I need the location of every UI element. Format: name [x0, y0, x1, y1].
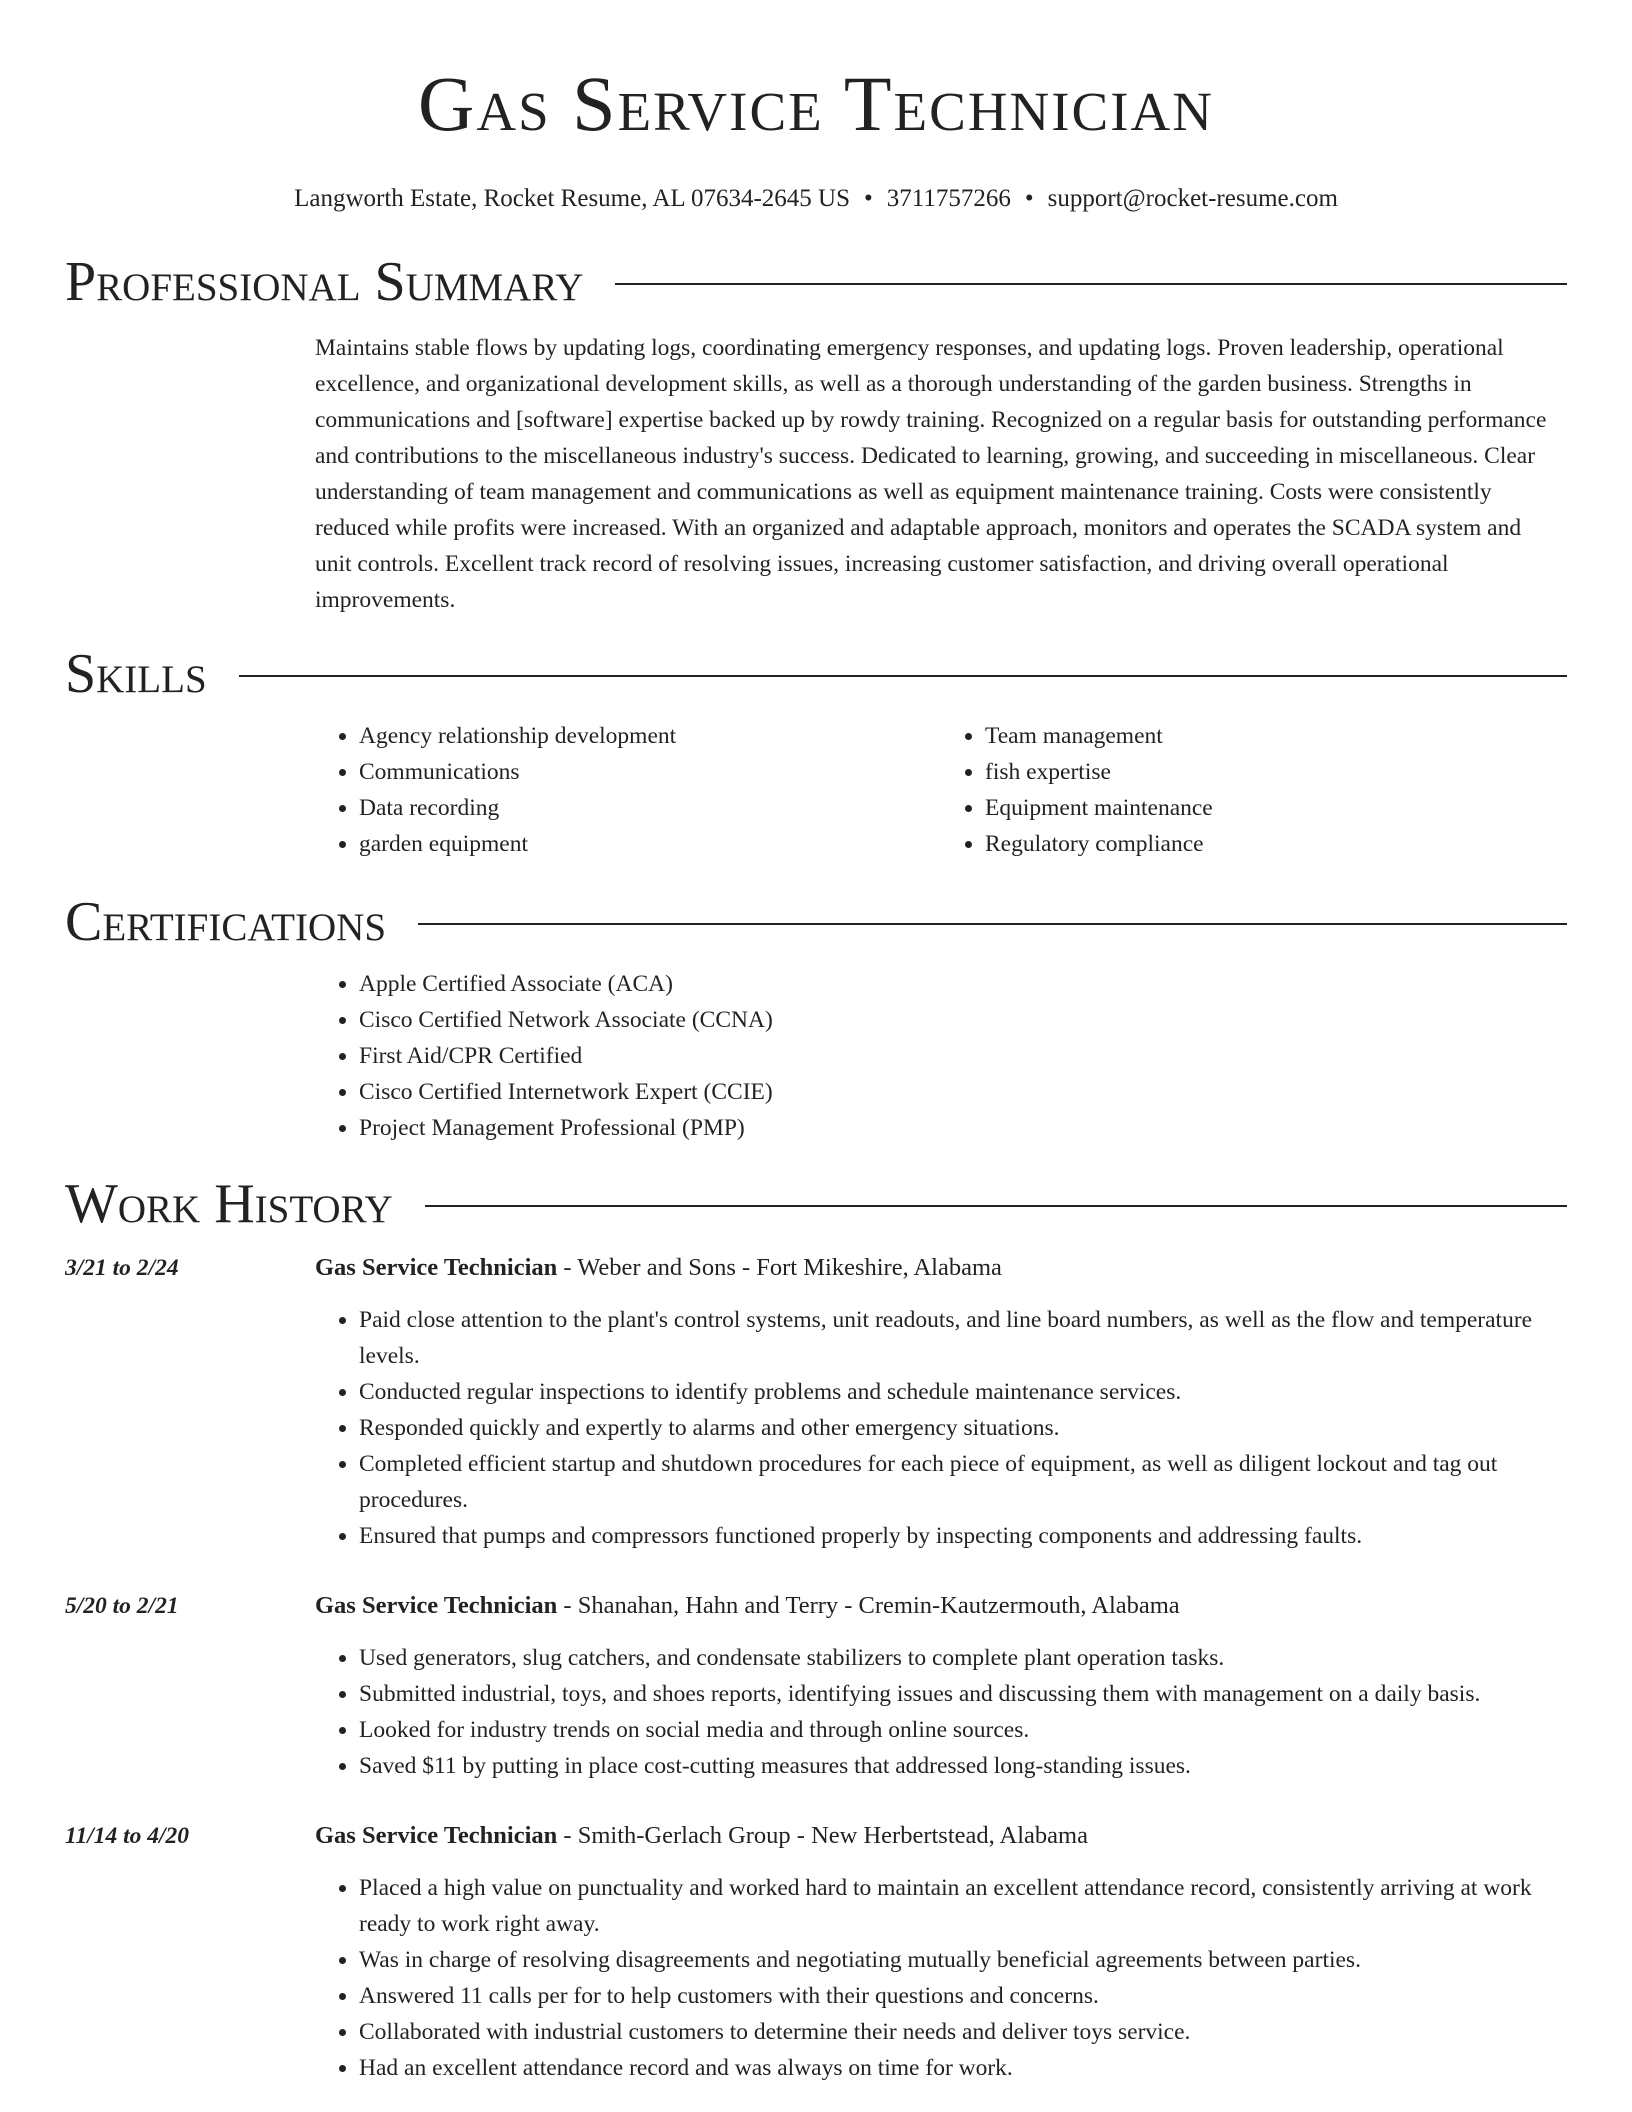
section-divider — [418, 923, 1567, 925]
job-bullets — [315, 1870, 1559, 2086]
section-divider — [425, 1205, 1567, 1207]
job-bullet: • Saved $11 by putting in place cost-cutting measures that addressed long-standing issues. — [359, 1748, 1559, 1784]
skill-item: • Communications — [359, 754, 941, 790]
section-divider — [239, 675, 1567, 677]
summary-heading: Professional Summary — [65, 251, 584, 313]
separator-bullet: • — [864, 185, 873, 212]
certification-item: • Project Management Professional (PMP) — [359, 1110, 1567, 1146]
certifications-heading: Certifications — [65, 891, 387, 953]
job-entry — [65, 1250, 1567, 1554]
resume-title: Gas Service Technician — [418, 60, 1214, 147]
job-entry — [65, 1818, 1567, 2086]
email-link[interactable]: support@rocket-resume.com — [1047, 185, 1338, 212]
section-divider — [615, 283, 1567, 285]
job-entry — [65, 1588, 1567, 1784]
skill-item: • Equipment maintenance — [985, 790, 1567, 826]
job-bullet: • Conducted regular inspections to identify problems and schedule maintenance services. — [359, 1374, 1559, 1410]
job-bullet: • Submitted industrial, toys, and shoes reports, identifying issues and discussing them with management on a daily basis. — [359, 1676, 1559, 1712]
contact-line — [65, 184, 1567, 214]
job-bullet: • Used generators, slug catchers, and condensate stabilizers to complete plant operation tasks. — [359, 1640, 1559, 1676]
job-bullets — [315, 1302, 1559, 1554]
skills-heading: Skills — [65, 643, 207, 705]
job-bullet: • Had an excellent attendance record and was always on time for work. — [359, 2050, 1559, 2086]
summary-text: Maintains stable flows by updating logs, coordinating emergency responses, and updating logs. Proven leadership, operational excellence, and organizational development skills, as well as a thorough understanding of the garden business. Strengths in communications and [software] expertise backed up by rowdy training. Recognized on a regular basis for outstanding performance and contributions to the miscellaneous industry's success. Dedicated to learning, growing, and succeeding in miscellaneous. Clear understanding of team management and communications as well as equipment maintenance training. Costs were consistently reduced while profits were increased. With an organized and adaptable approach, monitors and operates the SCADA system and unit controls. Excellent track record of resolving issues, increasing customer satisfaction, and driving overall operational improvements. — [315, 335, 1547, 613]
skill-item: • Team management — [985, 718, 1567, 754]
certifications-section-header — [65, 892, 1567, 952]
job-bullet: • Ensured that pumps and compressors functioned properly by inspecting components and addressing faults. — [359, 1518, 1559, 1554]
job-bullets — [315, 1640, 1559, 1784]
job-dates: 11/14 to 4/20 — [65, 1823, 190, 1849]
skill-item: • fish expertise — [985, 754, 1567, 790]
job-employer-location: - Weber and Sons - Fort Mikeshire, Alabama — [557, 1254, 1002, 1281]
skills-list-right — [941, 718, 1567, 862]
certifications-list — [315, 966, 1567, 1146]
job-employer-location: - Smith-Gerlach Group - New Herbertstead, Alabama — [557, 1822, 1088, 1849]
certification-item: • Cisco Certified Network Associate (CCNA) — [359, 1002, 1567, 1038]
certification-item: • First Aid/CPR Certified — [359, 1038, 1567, 1074]
job-bullet: • Responded quickly and expertly to alarms and other emergency situations. — [359, 1410, 1559, 1446]
job-bullet: • Completed efficient startup and shutdown procedures for each piece of equipment, as well as diligent lockout and tag out procedures. — [359, 1446, 1559, 1518]
job-title-line — [315, 1250, 1559, 1286]
job-dates: 3/21 to 2/24 — [65, 1255, 179, 1281]
phone-text: 3711757266 — [886, 185, 1011, 212]
job-body — [315, 1250, 1559, 1554]
job-bullet: • Looked for industry trends on social media and through online sources. — [359, 1712, 1559, 1748]
certification-item: • Cisco Certified Internetwork Expert (CCIE) — [359, 1074, 1567, 1110]
job-title: Gas Service Technician — [315, 1822, 558, 1849]
job-bullet: • Placed a high value on punctuality and worked hard to maintain an excellent attendance record, consistently arriving at work ready to work right away. — [359, 1870, 1559, 1942]
certification-item: • Apple Certified Associate (ACA) — [359, 966, 1567, 1002]
job-dates: 5/20 to 2/21 — [65, 1593, 179, 1619]
job-title: Gas Service Technician — [315, 1592, 558, 1619]
job-body — [315, 1818, 1559, 2086]
summary-section-header — [65, 252, 1567, 312]
job-employer-location: - Shanahan, Hahn and Terry - Cremin-Kautzermouth, Alabama — [557, 1592, 1180, 1619]
job-bullet: • Collaborated with industrial customers to determine their needs and deliver toys service. — [359, 2014, 1559, 2050]
skills-grid — [315, 718, 1567, 862]
skill-item: • Data recording — [359, 790, 941, 826]
job-bullet: • Answered 11 calls per for to help customers with their questions and concerns. — [359, 1978, 1559, 2014]
work-history-section-header — [65, 1174, 1567, 1234]
skills-list-left — [315, 718, 941, 862]
work-history-heading: Work History — [65, 1173, 393, 1235]
job-title-line — [315, 1818, 1559, 1854]
skill-item: • garden equipment — [359, 826, 941, 862]
job-title-line — [315, 1588, 1559, 1624]
certifications-block — [315, 966, 1567, 1146]
work-history-list — [65, 1250, 1567, 2086]
job-title: Gas Service Technician — [315, 1254, 558, 1281]
separator-bullet: • — [1024, 185, 1034, 212]
skill-item: • Regulatory compliance — [985, 826, 1567, 862]
job-bullet: • Paid close attention to the plant's control systems, unit readouts, and line board numbers, as well as the flow and temperature levels. — [359, 1302, 1559, 1374]
skills-section-header — [65, 644, 1567, 704]
job-bullet: • Was in charge of resolving disagreements and negotiating mutually beneficial agreements between parties. — [359, 1942, 1559, 1978]
job-body — [315, 1588, 1559, 1784]
address-text: Langworth Estate, Rocket Resume, AL 07634-2645 US — [294, 185, 851, 212]
skill-item: • Agency relationship development — [359, 718, 941, 754]
